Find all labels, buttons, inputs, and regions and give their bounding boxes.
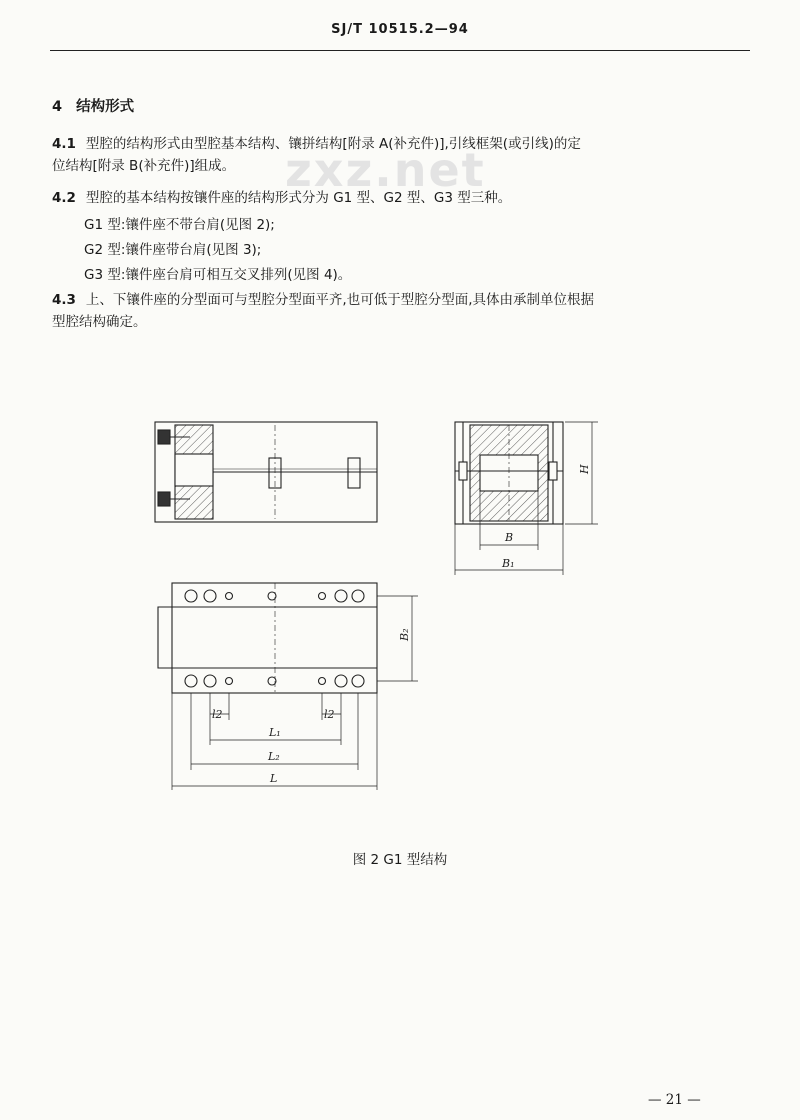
clause-text-line1: 上、下镶件座的分型面可与型腔分型面平齐,也可低于型腔分型面,具体由承制单位根据 [85,292,595,308]
section-title: 结构形式 [76,99,135,115]
dim-label-l1: L₁ [269,726,281,739]
dim-label-b: B [505,531,514,544]
dim-label-h: H [578,464,591,474]
watermark: zxz.net [285,143,486,197]
clause-number: 4.3 [52,292,76,308]
dim-label-l: L [270,772,278,785]
dim-label-l2-right: l2 [324,708,335,721]
clause-number: 4.2 [52,190,76,206]
section-number: 4 [52,99,63,115]
g3-description: G3 型:镶件座台肩可相互交叉排列(见图 4)。 [84,267,352,283]
dim-label-b2: B₂ [398,628,411,641]
side-view [455,422,598,575]
front-view [155,422,377,522]
clause-text-line2: 位结构[附录 B(补充件)]组成。 [52,158,236,174]
g2-description: G2 型:镶件座带台肩(见图 3); [84,242,262,258]
dim-label-l2: L₂ [268,750,280,763]
clause-text-line2: 型腔结构确定。 [52,314,147,330]
top-view [158,583,418,790]
clause-text-line1: 型腔的结构形式由型腔基本结构、镶拼结构[附录 A(补充件)],引线框架(或引线)的定 [85,136,581,152]
standard-number: SJ/T 10515.2—94 [331,22,469,37]
page-number: — 21 — [648,1092,701,1108]
g1-description: G1 型:镶件座不带台肩(见图 2); [84,217,275,233]
clause-number: 4.1 [52,136,76,152]
figure-caption: 图 2 G1 型结构 [352,852,448,868]
dim-label-b1: B₁ [502,557,515,570]
clause-text: 型腔的基本结构按镶件座的结构形式分为 G1 型、G2 型、G3 型三种。 [85,190,512,206]
dim-label-l2-left: l2 [212,708,223,721]
